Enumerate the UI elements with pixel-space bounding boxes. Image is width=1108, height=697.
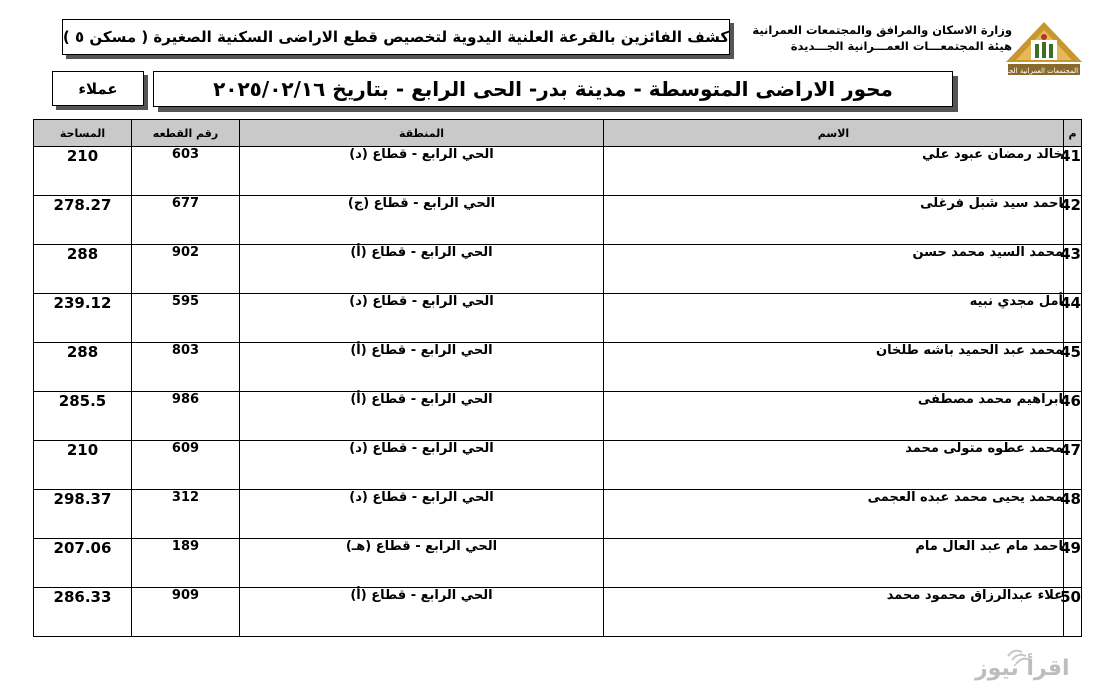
cell-plot: 312 xyxy=(132,490,240,539)
cell-area: 288 xyxy=(34,343,132,392)
table-row xyxy=(34,245,1082,294)
cell-num: 43 xyxy=(1064,245,1082,294)
cell-area: 298.37 xyxy=(34,490,132,539)
ministry-header xyxy=(752,22,1012,54)
table-row xyxy=(34,294,1082,343)
cell-area: 210 xyxy=(34,441,132,490)
watermark-text: اقرأ نيوز xyxy=(975,656,1070,681)
table-row xyxy=(34,490,1082,539)
cell-zone: الحي الرابع - قطاع (د) xyxy=(240,147,604,196)
cell-area: 278.27 xyxy=(34,196,132,245)
cell-area: 288 xyxy=(34,245,132,294)
cell-zone: الحي الرابع - قطاع (د) xyxy=(240,294,604,343)
cell-area: 286.33 xyxy=(34,588,132,637)
document-subtitle-text: محور الاراضى المتوسطة - مدينة بدر- الحى الرابع - بتاريخ ٢٠٢٥/٠٢/١٦ xyxy=(213,77,893,101)
logo-caption: هيئة المجتمعات العمرانية الجديدة xyxy=(996,67,1092,75)
cell-name: علاء عبدالرزاق محمود محمد xyxy=(604,588,1064,637)
cell-name: احمد سيد شبل فرغلى xyxy=(604,196,1064,245)
cell-zone: الحي الرابع - قطاع (د) xyxy=(240,441,604,490)
cell-zone: الحي الرابع - قطاع (د) xyxy=(240,490,604,539)
col-header-area: المساحة xyxy=(34,120,132,147)
cell-plot: 986 xyxy=(132,392,240,441)
cell-plot: 803 xyxy=(132,343,240,392)
cell-num: 46 xyxy=(1064,392,1082,441)
cell-zone: الحي الرابع - قطاع (أ) xyxy=(240,392,604,441)
cell-num: 45 xyxy=(1064,343,1082,392)
table-row xyxy=(34,441,1082,490)
cell-zone: الحي الرابع - قطاع (أ) xyxy=(240,343,604,392)
cell-name: محمد عبد الحميد باشه طلخان xyxy=(604,343,1064,392)
table-header-row xyxy=(34,120,1082,147)
col-header-zone: المنطقة xyxy=(240,120,604,147)
cell-name: ابراهيم محمد مصطفى xyxy=(604,392,1064,441)
winners-table xyxy=(33,119,1082,637)
table-row xyxy=(34,343,1082,392)
cell-zone: الحي الرابع - قطاع (هـ) xyxy=(240,539,604,588)
cell-name: محمد يحيى محمد عبده العجمى xyxy=(604,490,1064,539)
cell-num: 48 xyxy=(1064,490,1082,539)
cell-area: 207.06 xyxy=(34,539,132,588)
category-label: عملاء xyxy=(78,79,118,98)
col-header-name: الاسم xyxy=(604,120,1064,147)
cell-plot: 609 xyxy=(132,441,240,490)
cell-zone: الحي الرابع - قطاع (ج) xyxy=(240,196,604,245)
category-badge xyxy=(52,71,144,106)
document-title-text: كشف الفائزين بالقرعة العلنية اليدوية لتخصيص قطع الاراضى السكنية الصغيرة ( مسكن ٥ ) xyxy=(62,28,730,46)
table-row xyxy=(34,588,1082,637)
authority-name: هيئة المجتمعـــات العمـــرانية الجـــديدة xyxy=(790,39,1012,53)
cell-plot: 603 xyxy=(132,147,240,196)
table-row xyxy=(34,392,1082,441)
cell-plot: 909 xyxy=(132,588,240,637)
cell-plot: 189 xyxy=(132,539,240,588)
cell-area: 210 xyxy=(34,147,132,196)
cell-num: 47 xyxy=(1064,441,1082,490)
cell-num: 44 xyxy=(1064,294,1082,343)
cell-name: أمل مجدي نبيه xyxy=(604,294,1064,343)
cell-name: احمد مام عبد العال مام xyxy=(604,539,1064,588)
cell-num: 42 xyxy=(1064,196,1082,245)
ministry-name: وزارة الاسكان والمرافق والمجتمعات العمرانية xyxy=(752,23,1012,37)
cell-name: محمد السيد محمد حسن xyxy=(604,245,1064,294)
col-header-num: م xyxy=(1064,120,1082,147)
cell-plot: 902 xyxy=(132,245,240,294)
document-title xyxy=(62,19,730,55)
cell-area: 239.12 xyxy=(34,294,132,343)
cell-num: 50 xyxy=(1064,588,1082,637)
cell-num: 49 xyxy=(1064,539,1082,588)
ncua-logo-icon xyxy=(996,20,1092,78)
cell-plot: 595 xyxy=(132,294,240,343)
col-header-plot: رقم القطعه xyxy=(132,120,240,147)
cell-area: 285.5 xyxy=(34,392,132,441)
cell-num: 41 xyxy=(1064,147,1082,196)
cell-name: خالد رمضان عبود علي xyxy=(604,147,1064,196)
table-row xyxy=(34,196,1082,245)
cell-name: محمد عطوه متولى محمد xyxy=(604,441,1064,490)
document-subtitle xyxy=(153,71,953,107)
cell-zone: الحي الرابع - قطاع (أ) xyxy=(240,588,604,637)
table-row xyxy=(34,147,1082,196)
table-row xyxy=(34,539,1082,588)
cell-zone: الحي الرابع - قطاع (أ) xyxy=(240,245,604,294)
cell-plot: 677 xyxy=(132,196,240,245)
